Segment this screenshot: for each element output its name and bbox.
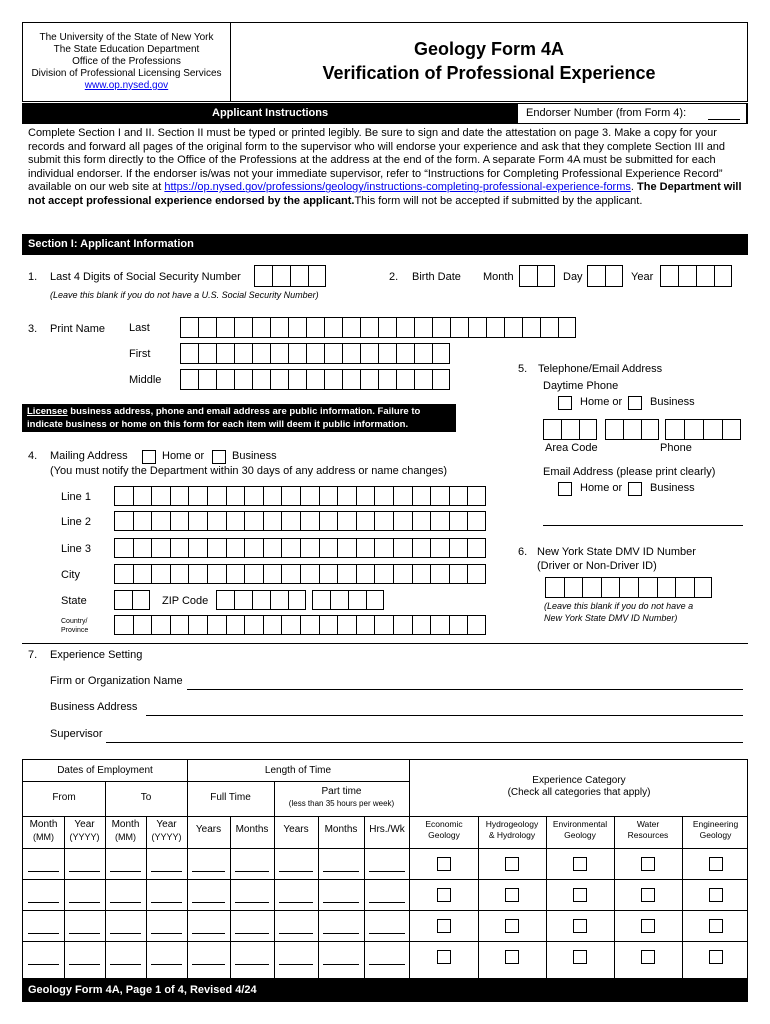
table-rule xyxy=(230,816,231,978)
table-cell-input[interactable] xyxy=(110,933,141,934)
q3-number: 3. xyxy=(28,323,38,335)
mailing-business-checkbox[interactable] xyxy=(212,450,226,464)
address-line3-label: Line 3 xyxy=(61,543,91,555)
footer-bar xyxy=(22,978,748,1002)
endorser-box xyxy=(518,104,746,123)
category-header: Water Resources xyxy=(627,819,669,840)
column-header: Years xyxy=(283,824,309,835)
agency-line: Division of Professional Licensing Services xyxy=(31,68,222,79)
section1-bar xyxy=(22,234,748,255)
first-name-label: First xyxy=(129,348,151,360)
agency-line: Office of the Professions xyxy=(72,56,181,67)
category-checkbox[interactable] xyxy=(437,919,451,933)
part-time-header: Part time xyxy=(321,786,362,797)
experience-table xyxy=(22,759,748,978)
area-code-input[interactable] xyxy=(543,419,597,440)
q2-number: 2. xyxy=(389,271,399,283)
q1-number: 1. xyxy=(28,271,38,283)
from-header: From xyxy=(52,792,76,803)
instructions-title: Applicant Instructions xyxy=(212,107,329,119)
email-label: Email Address (please print clearly) xyxy=(543,466,716,478)
table-cell-input[interactable] xyxy=(192,964,225,965)
address-line1-label: Line 1 xyxy=(61,491,91,503)
category-checkbox[interactable] xyxy=(709,857,723,871)
birth-month-label: Month xyxy=(483,271,514,283)
q7-number: 7. xyxy=(28,649,38,661)
mailing-address-note: (You must notify the Department within 30 days of any address or name changes) xyxy=(50,465,448,477)
print-name-label: Print Name xyxy=(50,323,106,335)
mailing-business-label: Business xyxy=(232,450,277,462)
business-address-label: Business Address xyxy=(50,701,138,713)
category-checkbox[interactable] xyxy=(505,919,519,933)
table-cell-input[interactable] xyxy=(323,964,359,965)
zip-ext-input[interactable] xyxy=(312,590,384,610)
table-cell-input[interactable] xyxy=(235,902,269,903)
category-checkbox[interactable] xyxy=(709,919,723,933)
email-home-label: Home or xyxy=(580,482,623,494)
table-rule xyxy=(364,816,365,978)
table-rule xyxy=(187,760,188,978)
column-header: Months xyxy=(324,824,358,835)
address-line1-input[interactable] xyxy=(114,486,486,506)
ssn-label: Last 4 Digits of Social Security Number xyxy=(50,271,241,283)
dmv-note-1: (Leave this blank if you do not have a xyxy=(544,601,694,611)
category-checkbox[interactable] xyxy=(505,888,519,902)
column-header: Year (YYYY) xyxy=(151,819,182,842)
category-header: Engineering Geology xyxy=(692,819,739,840)
category-checkbox[interactable] xyxy=(641,857,655,871)
table-cell-input[interactable] xyxy=(279,902,313,903)
dmv-id-input[interactable] xyxy=(545,577,712,598)
category-subheader: (Check all categories that apply) xyxy=(507,787,651,798)
category-checkbox[interactable] xyxy=(709,888,723,902)
birth-date-label: Birth Date xyxy=(412,271,461,283)
table-cell-input[interactable] xyxy=(28,964,59,965)
part-time-subheader: (less than 35 hours per week) xyxy=(288,799,395,808)
table-cell-input[interactable] xyxy=(69,871,100,872)
state-label: State xyxy=(61,595,87,607)
table-cell-input[interactable] xyxy=(235,964,269,965)
business-address-input[interactable] xyxy=(146,715,743,716)
email-business-checkbox[interactable] xyxy=(628,482,642,496)
phone-business-label: Business xyxy=(650,396,695,408)
state-input[interactable] xyxy=(114,590,150,610)
table-cell-input[interactable] xyxy=(279,933,313,934)
table-rule xyxy=(23,941,747,942)
column-header: Months xyxy=(235,824,269,835)
table-rule xyxy=(23,816,747,817)
to-header: To xyxy=(140,792,152,803)
table-cell-input[interactable] xyxy=(323,902,359,903)
birth-month-input[interactable] xyxy=(519,265,555,287)
address-line2-label: Line 2 xyxy=(61,516,91,528)
category-checkbox[interactable] xyxy=(641,950,655,964)
table-cell-input[interactable] xyxy=(151,902,182,903)
table-cell-input[interactable] xyxy=(323,933,359,934)
table-cell-input[interactable] xyxy=(69,902,100,903)
table-cell-input[interactable] xyxy=(323,871,359,872)
table-cell-input[interactable] xyxy=(235,933,269,934)
ssn-input[interactable] xyxy=(254,265,326,287)
phone-home-checkbox[interactable] xyxy=(558,396,572,410)
agency-line: The State Education Department xyxy=(53,44,200,55)
mailing-home-label: Home or xyxy=(162,450,205,462)
ssn-note: (Leave this blank if you do not have a U.S. Social Security Number) xyxy=(50,290,319,300)
category-checkbox[interactable] xyxy=(437,950,451,964)
agency-link[interactable]: www.op.nysed.gov xyxy=(84,80,169,91)
table-cell-input[interactable] xyxy=(192,871,225,872)
category-header: Environmental Geology xyxy=(552,819,608,840)
birth-year-label: Year xyxy=(631,271,654,283)
phone-line-input[interactable] xyxy=(665,419,741,440)
category-checkbox[interactable] xyxy=(573,857,587,871)
category-header: Experience Category xyxy=(532,775,626,786)
length-header: Length of Time xyxy=(264,765,332,776)
q4-number: 4. xyxy=(28,450,38,462)
email-input[interactable] xyxy=(543,525,743,526)
table-rule xyxy=(23,910,747,911)
mailing-home-checkbox[interactable] xyxy=(142,450,156,464)
table-cell-input[interactable] xyxy=(110,902,141,903)
category-checkbox[interactable] xyxy=(641,888,655,902)
address-line2-input[interactable] xyxy=(114,511,486,531)
endorser-number-field[interactable] xyxy=(708,119,740,120)
form-header xyxy=(22,22,748,102)
table-cell-input[interactable] xyxy=(369,902,405,903)
agency-line: The University of the State of New York xyxy=(39,32,214,43)
birth-day-label: Day xyxy=(563,271,583,283)
table-cell-input[interactable] xyxy=(28,902,59,903)
country-label: Country/ Province xyxy=(61,618,89,634)
phone-home-label: Home or xyxy=(580,396,623,408)
table-cell-input[interactable] xyxy=(369,871,405,872)
table-cell-input[interactable] xyxy=(69,964,100,965)
dates-header: Dates of Employment xyxy=(57,765,153,776)
column-header: Month (MM) xyxy=(29,819,58,842)
form-subtitle: Verification of Professional Experience xyxy=(322,63,656,83)
category-checkbox[interactable] xyxy=(573,950,587,964)
category-header: Economic Geology xyxy=(425,819,463,840)
mailing-address-label: Mailing Address xyxy=(50,450,128,462)
instructions-link[interactable]: https://op.nysed.gov/professions/geology/instructions-completing-professional-experience-forms xyxy=(164,181,631,194)
firm-label: Firm or Organization Name xyxy=(50,675,183,687)
email-home-checkbox[interactable] xyxy=(558,482,572,496)
table-cell-input[interactable] xyxy=(279,871,313,872)
table-rule xyxy=(105,781,106,978)
daytime-phone-label: Daytime Phone xyxy=(543,380,619,392)
phone-email-label: Telephone/Email Address xyxy=(538,363,663,375)
birth-year-input[interactable] xyxy=(660,265,732,287)
middle-name-input[interactable] xyxy=(180,369,450,390)
middle-name-label: Middle xyxy=(129,374,162,386)
email-business-label: Business xyxy=(650,482,695,494)
table-cell-input[interactable] xyxy=(28,933,59,934)
birth-day-input[interactable] xyxy=(587,265,623,287)
table-cell-input[interactable] xyxy=(69,933,100,934)
supervisor-input[interactable] xyxy=(106,742,743,743)
category-checkbox[interactable] xyxy=(573,888,587,902)
phone-label: Phone xyxy=(660,442,692,454)
table-rule xyxy=(274,781,275,978)
section1-title: Section I: Applicant Information xyxy=(28,238,194,250)
footer-text: Geology Form 4A, Page 1 of 4, Revised 4/24 xyxy=(28,984,257,996)
table-cell-input[interactable] xyxy=(192,933,225,934)
table-cell-input[interactable] xyxy=(369,964,405,965)
table-rule xyxy=(23,879,747,880)
column-header: Years xyxy=(195,824,222,835)
category-checkbox[interactable] xyxy=(437,857,451,871)
dmv-sub-label: (Driver or Non-Driver ID) xyxy=(537,560,657,572)
category-checkbox[interactable] xyxy=(641,919,655,933)
table-cell-input[interactable] xyxy=(235,871,269,872)
table-cell-input[interactable] xyxy=(110,871,141,872)
country-input[interactable] xyxy=(114,615,486,635)
table-cell-input[interactable] xyxy=(279,964,313,965)
last-name-label: Last xyxy=(129,322,150,334)
category-header: Hydrogeology & Hydrology xyxy=(485,819,539,840)
experience-setting-label: Experience Setting xyxy=(50,649,143,661)
table-cell-input[interactable] xyxy=(151,871,182,872)
last-name-input[interactable] xyxy=(180,317,576,338)
zip-input[interactable] xyxy=(216,590,306,610)
form-title: Geology Form 4A xyxy=(413,39,565,59)
q5-number: 5. xyxy=(518,363,528,375)
public-info-notice: Licensee business address, phone and email address are public information. Failure to indicate business or home on this form for each item will deem it public information. xyxy=(22,404,456,432)
column-header: Year (YYYY) xyxy=(69,819,100,842)
city-input[interactable] xyxy=(114,564,486,584)
table-cell-input[interactable] xyxy=(110,964,141,965)
area-code-label: Area Code xyxy=(545,442,598,454)
table-cell-input[interactable] xyxy=(28,871,59,872)
table-cell-input[interactable] xyxy=(151,933,182,934)
column-header: Hrs./Wk xyxy=(369,824,405,835)
table-rule xyxy=(23,848,747,849)
category-checkbox[interactable] xyxy=(573,919,587,933)
table-cell-input[interactable] xyxy=(192,902,225,903)
category-checkbox[interactable] xyxy=(437,888,451,902)
endorser-label: Endorser Number (from Form 4): xyxy=(526,107,687,119)
table-rule xyxy=(409,760,410,978)
zip-label: ZIP Code xyxy=(162,595,209,607)
phone-prefix-input[interactable] xyxy=(605,419,659,440)
column-header: Month (MM) xyxy=(111,819,140,842)
category-checkbox[interactable] xyxy=(505,857,519,871)
firm-input[interactable] xyxy=(187,689,743,690)
category-checkbox[interactable] xyxy=(709,950,723,964)
city-label: City xyxy=(61,569,80,581)
full-time-header: Full Time xyxy=(210,792,251,803)
agency-block xyxy=(23,32,230,92)
table-cell-input[interactable] xyxy=(151,964,182,965)
category-checkbox[interactable] xyxy=(505,950,519,964)
table-rule xyxy=(23,781,409,782)
address-line3-input[interactable] xyxy=(114,538,486,558)
table-cell-input[interactable] xyxy=(369,933,405,934)
q6-number: 6. xyxy=(518,546,528,558)
first-name-input[interactable] xyxy=(180,343,450,364)
dmv-note-2: New York State DMV ID Number) xyxy=(544,613,678,623)
dmv-label: New York State DMV ID Number xyxy=(537,546,696,558)
instructions-text: Complete Section I and II. Section II must be typed or printed legibly. Be sure to sign and date the attestation on page 3. Make a copy for your records and forward all pages of the original form to the supervisor who will endorse your experience and ask that they complete Section III and submit this form directly to the Office of the Professions at the address at the end of the form. A separate Form 4A must be submitted for each individual endorser. If the endorser is/was not your immediate supervisor, refer to “Instructions for Completing Professional Experience Record” available on our web site at https://op.nysed.gov/professions/geology/instructions-completing-professional-experience-forms. The Department will not accept professional experience endorsed by the applicant.This form will not be accepted if submitted by the applicant. xyxy=(28,127,742,207)
supervisor-label: Supervisor xyxy=(50,728,103,740)
table-rule xyxy=(318,816,319,978)
phone-business-checkbox[interactable] xyxy=(628,396,642,410)
instructions-bar xyxy=(22,103,748,124)
